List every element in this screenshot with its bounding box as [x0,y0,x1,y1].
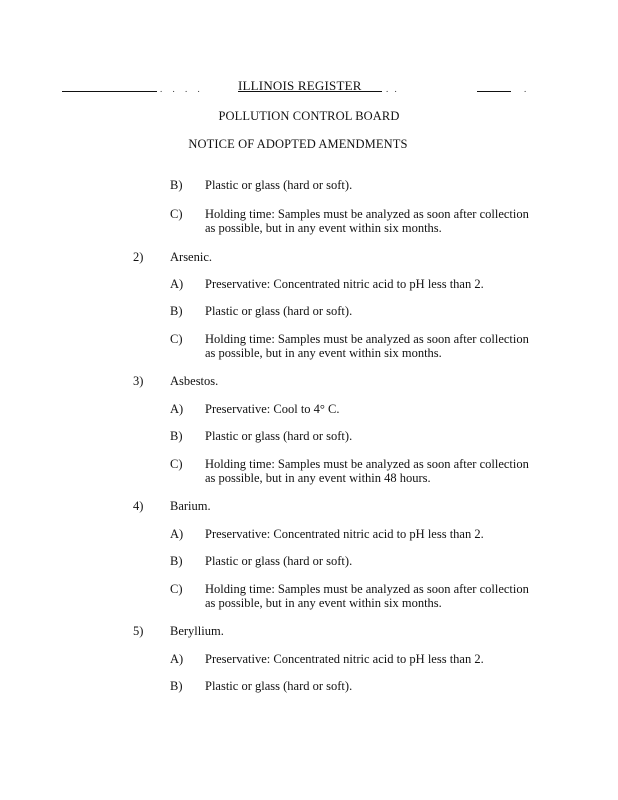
item-label: B) [170,178,183,192]
item-text: Preservative: Concentrated nitric acid to pH less than 2. [205,652,484,666]
header-dot-right: . [524,84,527,94]
item-label: A) [170,402,184,416]
item-text: Preservative: Cool to 4° C. [205,402,340,416]
item-label: B) [170,554,183,568]
section-number: 2) [133,250,144,264]
item-label: A) [170,652,184,666]
board-title: POLLUTION CONTROL BOARD [218,109,400,123]
section-number: 4) [133,499,144,513]
item-text: Plastic or glass (hard or soft). [205,304,353,318]
item-text: Preservative: Concentrated nitric acid to pH less than 2. [205,527,484,541]
item-label: C) [170,582,183,596]
header-rule-left [62,91,157,92]
section-title: Arsenic. [170,250,212,264]
header-rule-right [477,91,511,92]
section-number: 5) [133,624,144,638]
item-text: Plastic or glass (hard or soft). [205,679,353,693]
section-title: Beryllium. [170,624,224,638]
section-title: Asbestos. [170,374,219,388]
item-text: Plastic or glass (hard or soft). [205,429,353,443]
item-text: Holding time: Samples must be analyzed as soon after collection [205,582,529,596]
item-text-continued: as possible, but in any event within six months. [205,221,442,235]
item-label: C) [170,207,183,221]
item-label: B) [170,679,183,693]
item-text: Holding time: Samples must be analyzed as soon after collection [205,332,529,346]
item-label: B) [170,429,183,443]
header-rule-mid [352,91,382,92]
item-text-continued: as possible, but in any event within 48 hours. [205,471,431,485]
item-label: C) [170,457,183,471]
item-text: Holding time: Samples must be analyzed as soon after collection [205,457,529,471]
register-title: ILLINOIS REGISTER [238,78,362,93]
section-number: 3) [133,374,144,388]
item-label: C) [170,332,183,346]
header-dots-left: . . . . [160,84,204,94]
item-text: Plastic or glass (hard or soft). [205,178,353,192]
item-text-continued: as possible, but in any event within six months. [205,596,442,610]
item-label: A) [170,277,184,291]
item-text: Holding time: Samples must be analyzed as soon after collection [205,207,529,221]
item-label: B) [170,304,183,318]
item-label: A) [170,527,184,541]
item-text: Preservative: Concentrated nitric acid to pH less than 2. [205,277,484,291]
item-text: Plastic or glass (hard or soft). [205,554,353,568]
header-dots-mid: . . [386,84,399,94]
notice-title: NOTICE OF ADOPTED AMENDMENTS [188,137,408,151]
section-title: Barium. [170,499,211,513]
item-text-continued: as possible, but in any event within six months. [205,346,442,360]
